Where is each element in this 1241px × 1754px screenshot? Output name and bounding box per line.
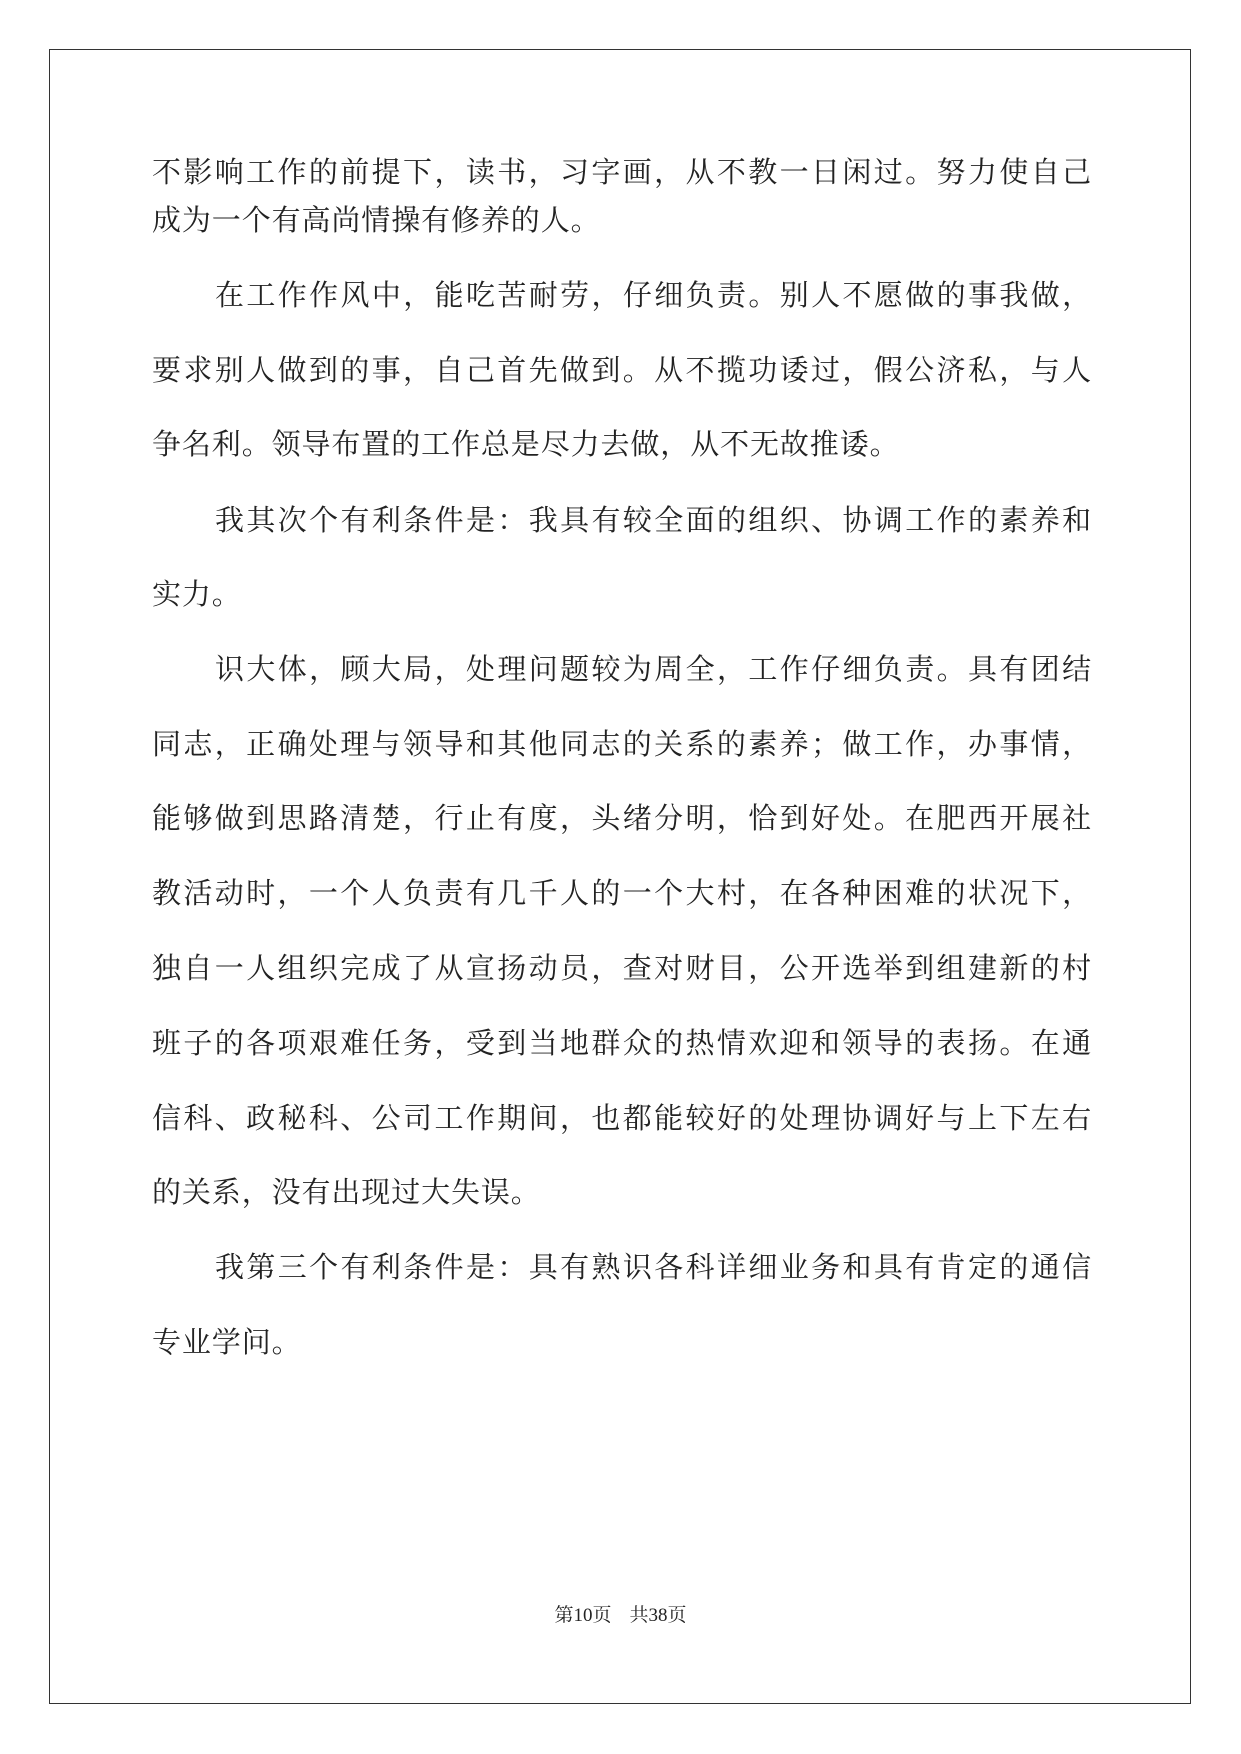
- paragraph-first-line: 我其次个有利条件是：我具有较全面的组织、协调工作的素养和: [215, 503, 1092, 537]
- text-line: 同志，正确处理与领导和其他同志的关系的素养；做工作，办事情，: [152, 727, 1092, 761]
- paragraph-first-line: 在工作作风中，能吃苦耐劳，仔细负责。别人不愿做的事我做，: [215, 278, 1092, 312]
- page-number: 第10页: [554, 1605, 612, 1626]
- text-line: 独自一人组织完成了从宣扬动员，查对财目，公开选举到组建新的村: [152, 951, 1092, 985]
- text-line: 不影响工作的前提下，读书，习字画，从不教一日闲过。努力使自己: [152, 155, 1092, 189]
- page-footer: [0, 1604, 1241, 1628]
- text-line: 争名利。领导布置的工作总是尽力去做，从不无故推诿。: [152, 427, 900, 461]
- text-line: 班子的各项艰难任务，受到当地群众的热情欢迎和领导的表扬。在通: [152, 1026, 1092, 1060]
- text-line: 教活动时，一个人负责有几千人的一个大村，在各种困难的状况下，: [152, 876, 1092, 910]
- text-line: 专业学问。: [152, 1325, 302, 1359]
- text-line: 要求别人做到的事，自己首先做到。从不揽功诿过，假公济私，与人: [152, 353, 1092, 387]
- paragraph-first-line: 识大体，顾大局，处理问题较为周全，工作仔细负责。具有团结: [215, 652, 1092, 686]
- paragraph-first-line: 我第三个有利条件是：具有熟识各科详细业务和具有肯定的通信: [215, 1250, 1092, 1284]
- text-line: 成为一个有高尚情操有修养的人。: [152, 203, 601, 237]
- page-total: 共38页: [629, 1605, 687, 1626]
- text-line: 的关系，没有出现过大失误。: [152, 1175, 541, 1209]
- text-line: 实力。: [152, 577, 242, 611]
- text-line: 能够做到思路清楚，行止有度，头绪分明，恰到好处。在肥西开展社: [152, 801, 1092, 835]
- text-line: 信科、政秘科、公司工作期间，也都能较好的处理协调好与上下左右: [152, 1101, 1092, 1135]
